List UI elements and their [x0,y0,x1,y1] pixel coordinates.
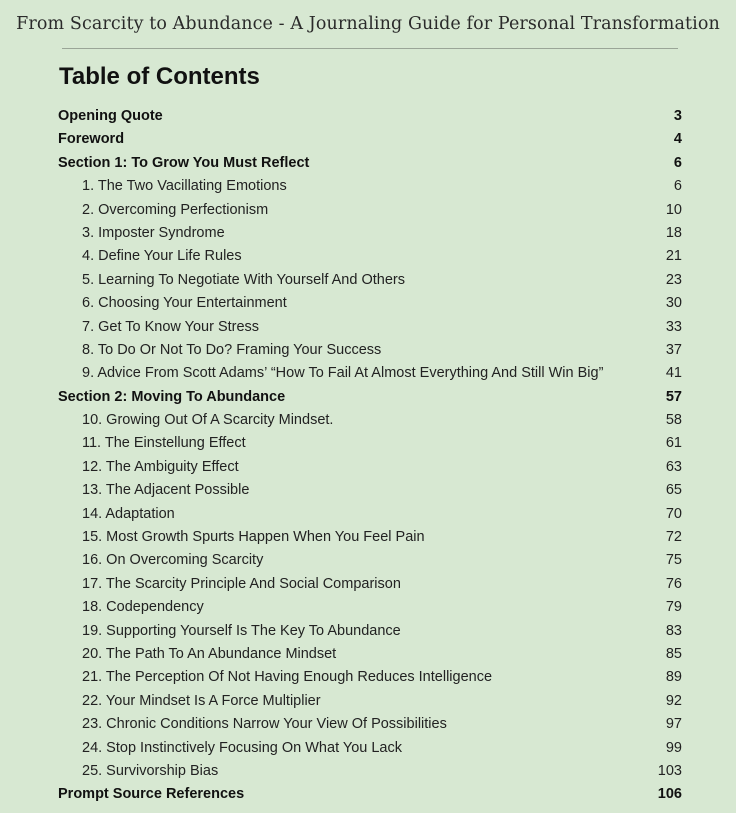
toc-entry-label: Section 1: To Grow You Must Reflect [58,154,310,171]
toc-chapter-entry[interactable] [0,737,736,760]
toc-entry-label: 7. Get To Know Your Stress [82,318,260,335]
toc-entry-page: 103 [657,762,682,779]
toc-chapter-entry[interactable] [0,760,736,783]
toc-section-entry[interactable] [0,105,736,128]
toc-entry-page: 4 [673,131,682,148]
toc-chapter-entry[interactable] [0,316,736,339]
toc-entry-page: 23 [665,271,682,288]
toc-entry-page: 21 [665,248,682,265]
toc-entry-label: Opening Quote [58,108,163,124]
toc-chapter-entry[interactable] [0,409,736,432]
toc-entry-page: 63 [665,458,682,475]
toc-entry-label: 18. Codependency [82,599,204,616]
toc-entry-label: 24. Stop Instinctively Focusing On What You Lack [82,739,402,756]
toc-entry-page: 83 [665,622,682,639]
toc-entry-page: 61 [665,435,682,452]
toc-entry-page: 18 [665,224,682,241]
toc-entry-label: 8. To Do Or Not To Do? Framing Your Success [82,341,382,358]
toc-chapter-entry[interactable] [0,713,736,736]
toc-entry-page: 85 [665,645,682,662]
toc-entry-label: 16. On Overcoming Scarcity [82,552,264,569]
toc-entry-label: 11. The Einstellung Effect [82,435,246,452]
toc-entry-page: 3 [673,108,682,124]
toc-entry-page: 57 [665,388,682,405]
toc-entry-label: 10. Growing Out Of A Scarcity Mindset. [82,412,334,429]
toc-entry-page: 72 [665,529,682,546]
toc-entry-label: 4. Define Your Life Rules [82,248,242,265]
toc-entry-label: 5. Learning To Negotiate With Yourself And Others [82,271,405,288]
toc-entry-page: 65 [665,482,682,499]
toc-entry-page: 106 [657,786,682,803]
toc-chapter-entry[interactable] [0,479,736,502]
toc-entry-label: Foreword [58,131,125,148]
toc-entry-page: 70 [665,505,682,522]
book-title: From Scarcity to Abundance - A Journaling Guide for Personal Transformation [16,14,720,34]
toc-chapter-entry[interactable] [0,222,736,245]
toc-entry-label: Section 2: Moving To Abundance [58,388,286,405]
toc-entry-page: 30 [665,295,682,312]
toc-entry-page: 58 [665,412,682,429]
toc-entry-page: 41 [665,365,682,382]
toc-entry-page: 75 [665,552,682,569]
toc-entry-page: 37 [665,341,682,358]
toc-entry-page: 6 [673,154,682,171]
toc-chapter-entry[interactable] [0,269,736,292]
toc-entry-label: 22. Your Mindset Is A Force Multiplier [82,692,321,709]
toc-entry-label: 9. Advice From Scott Adams’ “How To Fail At Almost Everything And Still Win Big” [82,365,604,382]
toc-entry-page: 89 [665,669,682,686]
toc-entry-label: 3. Imposter Syndrome [82,224,225,241]
toc-chapter-entry[interactable] [0,199,736,222]
toc-chapter-entry[interactable] [0,620,736,643]
toc-chapter-entry[interactable] [0,643,736,666]
toc-entry-label: 25. Survivorship Bias [82,762,219,779]
toc-chapter-entry[interactable] [0,596,736,619]
toc-chapter-entry[interactable] [0,175,736,198]
toc-entry-label: 13. The Adjacent Possible [82,482,250,499]
toc-entry-page: 6 [673,178,682,195]
toc-heading: Table of Contents [59,63,260,90]
toc-chapter-entry[interactable] [0,503,736,526]
toc-entry-page: 33 [665,318,682,335]
toc-chapter-entry[interactable] [0,573,736,596]
toc-chapter-entry[interactable] [0,362,736,385]
toc-entry-page: 92 [665,692,682,709]
toc-entry-label: 23. Chronic Conditions Narrow Your View Of Possibilities [82,716,447,733]
toc-entry-page: 76 [665,575,682,592]
toc-entry-label: 15. Most Growth Spurts Happen When You Feel Pain [82,529,425,546]
header-divider [62,48,678,49]
toc-entry-label: 19. Supporting Yourself Is The Key To Abundance [82,622,401,639]
toc-entry-label: 17. The Scarcity Principle And Social Comparison [82,575,401,592]
toc-chapter-entry[interactable] [0,690,736,713]
toc-chapter-entry[interactable] [0,432,736,455]
toc-section-entry[interactable] [0,386,736,409]
toc-entry-label: 14. Adaptation [82,505,175,522]
toc-chapter-entry[interactable] [0,456,736,479]
toc-chapter-entry[interactable] [0,339,736,362]
toc-entry-page: 79 [665,599,682,616]
toc-chapter-entry[interactable] [0,526,736,549]
toc-entry-page: 97 [665,716,682,733]
toc-section-entry[interactable] [0,783,736,806]
toc-entry-label: 1. The Two Vacillating Emotions [82,178,287,195]
toc-entry-label: 20. The Path To An Abundance Mindset [82,645,337,662]
toc-entry-label: 12. The Ambiguity Effect [82,458,239,475]
toc-entry-label: 21. The Perception Of Not Having Enough Reduces Intelligence [82,669,493,686]
toc-section-entry[interactable] [0,152,736,175]
toc-entry-page: 10 [665,201,682,218]
toc-chapter-entry[interactable] [0,666,736,689]
toc-entry-page: 99 [665,739,682,756]
toc-entry-label: Prompt Source References [58,786,245,803]
toc-section-entry[interactable] [0,128,736,151]
toc-list [0,105,736,807]
toc-chapter-entry[interactable] [0,292,736,315]
toc-entry-label: 6. Choosing Your Entertainment [82,295,287,312]
toc-chapter-entry[interactable] [0,549,736,572]
toc-chapter-entry[interactable] [0,245,736,268]
toc-entry-label: 2. Overcoming Perfectionism [82,201,269,218]
